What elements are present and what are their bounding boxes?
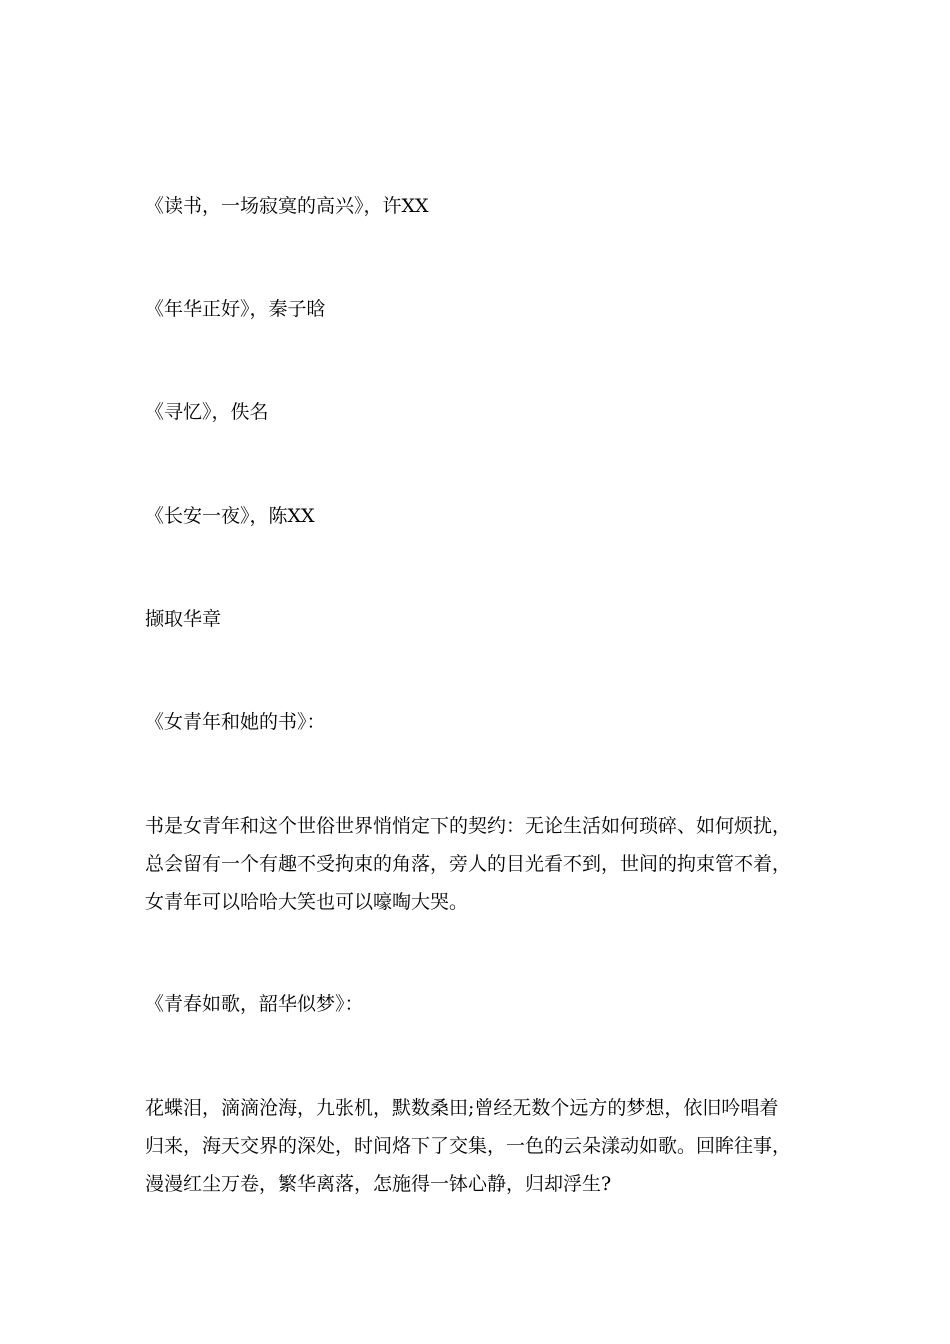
reading-list-item-2: 《年华正好》，秦子晗: [145, 298, 326, 320]
excerpt-2-line-3: 漫漫红尘万卷，繁华离落，怎施得一钵心静，归却浮生?: [145, 1173, 612, 1195]
excerpt-title-1: 《女青年和她的书》：: [145, 711, 326, 733]
section-heading: 撷取华章: [145, 608, 222, 630]
excerpt-body-2: [145, 1089, 805, 1203]
reading-list-item-4: 《长安一夜》，陈XX: [145, 505, 315, 527]
reading-list-item-3: 《寻忆》，佚名: [145, 401, 269, 423]
excerpt-2-line-1: 花蝶泪，滴滴沧海，九张机，默数桑田;曾经无数个远方的梦想，依旧吟唱着: [145, 1097, 779, 1119]
excerpt-1-line-3: 女青年可以哈哈大笑也可以嚎啕大哭。: [145, 891, 469, 913]
excerpt-title-2: 《青春如歌，韶华似梦》：: [145, 993, 364, 1015]
reading-list-item-1: 《读书，一场寂寞的高兴》，许XX: [145, 195, 429, 217]
excerpt-1-line-2: 总会留有一个有趣不受拘束的角落，旁人的目光看不到，世间的拘束管不着，: [145, 853, 792, 875]
excerpt-1-line-1: 书是女青年和这个世俗世界悄悄定下的契约：无论生活如何琐碎、如何烦扰，: [145, 815, 792, 837]
excerpt-body-1: [145, 807, 805, 921]
excerpt-2-line-2: 归来，海天交界的深处，时间烙下了交集，一色的云朵漾动如歌。回眸往事，: [145, 1135, 792, 1157]
